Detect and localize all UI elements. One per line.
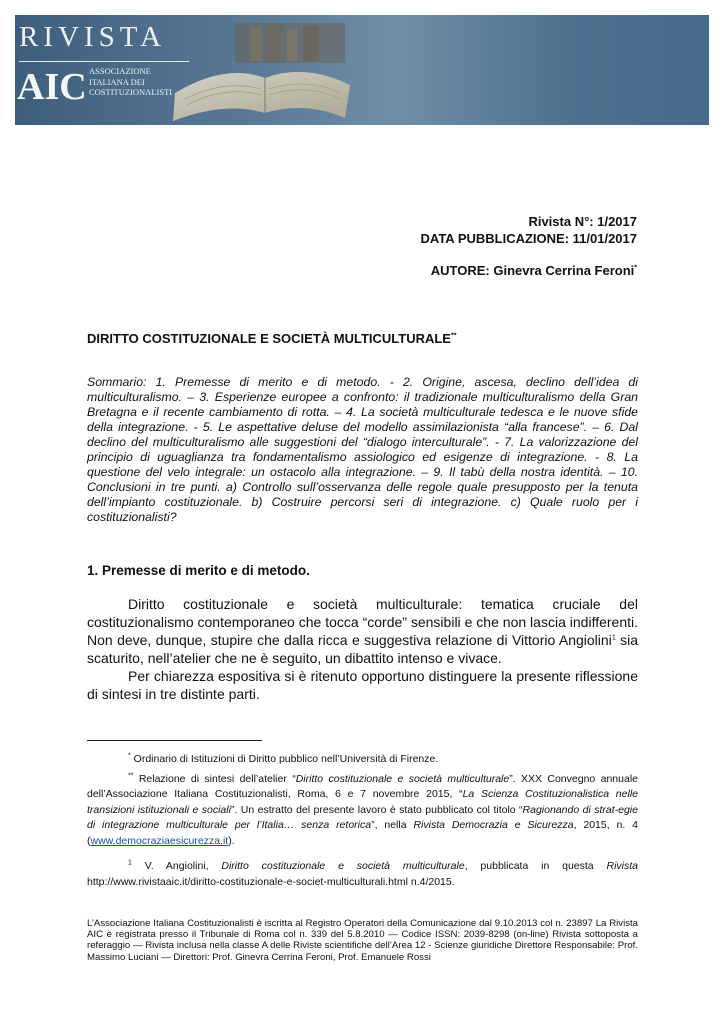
assoc-line-2: ITALIANA DEI (89, 76, 145, 87)
fn2-italic-2: La Scienza Costituzionalistica nelle transizioni istituzionali e sociali (87, 788, 638, 816)
fn1-italic-2: Rivista (606, 860, 638, 872)
publication-date: DATA PUBBLICAZIONE: 11/01/2017 (420, 231, 637, 246)
title-footnote-mark[interactable]: ** (450, 332, 457, 340)
footnote-star-mark: * (128, 752, 131, 760)
democrazia-sicurezza-link[interactable]: www.democraziaesicurezza.it (90, 834, 229, 847)
brand-association (89, 66, 199, 98)
footnote-double-star-mark: ** (128, 772, 134, 779)
brand-rivista: RIVISTA (19, 21, 167, 53)
issue-number: Rivista N°: 1/2017 (528, 214, 637, 229)
summary-abstract: Sommario: 1. Premesse di merito e di metodo. - 2. Origine, ascesa, declino dell’idea di multiculturalismo. – 3. Esperienze europee a confronto: il tradizionale multiculturalismo della Gran Bretagna e il recente cambiamento di rotta. – 4. La società multiculturale tedesca e le nuove sfide della integrazione. - 5. Le aspettative deluse del modello assimilazionista “alla francese”. – 6. Dal declino del multiculturalismo alle suggestioni del “dialogo interculturale”. - 7. La valorizzazione del principio di uguaglianza tra fondamentalismo assiologico ed esigenze di integrazione. - 8. La questione del velo integrale: un ostacolo alla integrazione. – 9. Il tabù della nostra identità. – 10. Conclusioni in tre punti. a) Controllo sull’osservanza delle regole quale presupposto per la tenuta dell’impianto costituzionale. b) Costruire percorsi seri di integrazione. c) Quale ruolo per i costituzionalisti? (87, 375, 638, 524)
assoc-line-3: COSTITUZIONALISTI (89, 87, 173, 97)
footnote-star (87, 752, 638, 768)
body-text (87, 595, 638, 703)
footnote-separator (87, 740, 262, 741)
author-footnote-mark[interactable]: * (634, 264, 637, 272)
fn2-text-c: ”. Un estratto del presente lavoro è stato pubblicato col titolo “ (230, 803, 523, 816)
author-name: AUTORE: Ginevra Cerrina Feroni (430, 263, 635, 278)
paragraph-1 (87, 595, 638, 667)
publication-meta (421, 213, 637, 279)
page-footer: L’Associazione Italiana Costituzionalisti è iscritta al Registro Operatori della Comunicazione dal 9.10.2013 col n. 23897 La Rivista AIC è registrata presso il Tribunale di Roma col n. 339 del 5.8.2010 — Codice ISSN: 2039-8298 (on-line) Rivista sottoposta a referaggio — Rivista inclusa nella classe A delle Riviste scientifiche dell’Area 12 - Scienze giuridiche Direttore Responsabile: Prof. Massimo Luciani — Direttori: Prof. Ginevra Cerrina Feroni, Prof. Emanuele Rossi (87, 918, 638, 963)
fn2-text-d: ”, nella (371, 819, 414, 831)
footnotes (87, 752, 638, 894)
footnote-ref-1[interactable]: 1 (611, 634, 616, 642)
article-title (87, 331, 456, 346)
fn2-italic-1: Diritto costituzionale e società multiculturale (295, 772, 510, 785)
fn1-text-a: V. Angiolini, (131, 860, 222, 872)
brand-aic: AIC (17, 66, 87, 108)
fn2-text-f: ). (228, 834, 235, 847)
fn1-italic-1: Diritto costituzionale e società multiculturale (221, 860, 465, 872)
fn2-text-b: ”. XXX Convegno annuale dell’Associazione Italiana Costituzionalisti, Roma, 6 e 7 novembre 2015, “ (87, 772, 638, 800)
footnote-star-text: Ordinario di Istituzioni di Diritto pubblico nell’Università di Firenze. (130, 753, 439, 765)
footnote-1-mark: 1 (128, 859, 132, 867)
paragraph-1-part-b: sia scaturito, nell’atelier che ne è seguito, un dibattito intenso e vivace. (87, 632, 639, 666)
brand-divider (19, 61, 189, 62)
fn2-italic-4: Rivista Democrazia e Sicurezza (413, 819, 574, 831)
section-heading: 1. Premesse di merito e di metodo. (87, 563, 310, 578)
journal-banner (15, 15, 709, 125)
paragraph-2: Per chiarezza espositiva si è ritenuto opportuno distinguere la presente riflessione di sintesi in tre distinte parti. (87, 668, 638, 702)
fn1-text-b: , pubblicata in questa (464, 860, 607, 872)
author-line (421, 262, 637, 279)
fn2-text-e: , 2015, n. 4 ( (87, 819, 638, 847)
paragraph-1-part-a: Diritto costituzionale e società multiculturale: tematica cruciale del costituzionalismo contemporaneo che tocca “corde” sensibili e che non lascia indifferenti. Non deve, dunque, stupire che dalla ricca e suggestiva relazione di Vittorio Angiolini (87, 596, 638, 648)
fn1-text-c: http://www.rivistaaic.it/diritto-costituzionale-e-societ-multiculturali.html n.4/2015. (87, 875, 455, 888)
article-title-text: DIRITTO COSTITUZIONALE E SOCIETÀ MULTICULTURALE (87, 331, 451, 346)
footnote-1 (87, 859, 638, 890)
fn2-text-a: Relazione di sintesi dell’atelier “ (133, 772, 296, 785)
footnote-double-star (87, 772, 638, 850)
assoc-line-1: ASSOCIAZIONE (89, 66, 151, 76)
fn2-italic-3: Ragionando di strat-egie di integrazione multiculturale per l’Italia… senza retorica (87, 803, 638, 831)
